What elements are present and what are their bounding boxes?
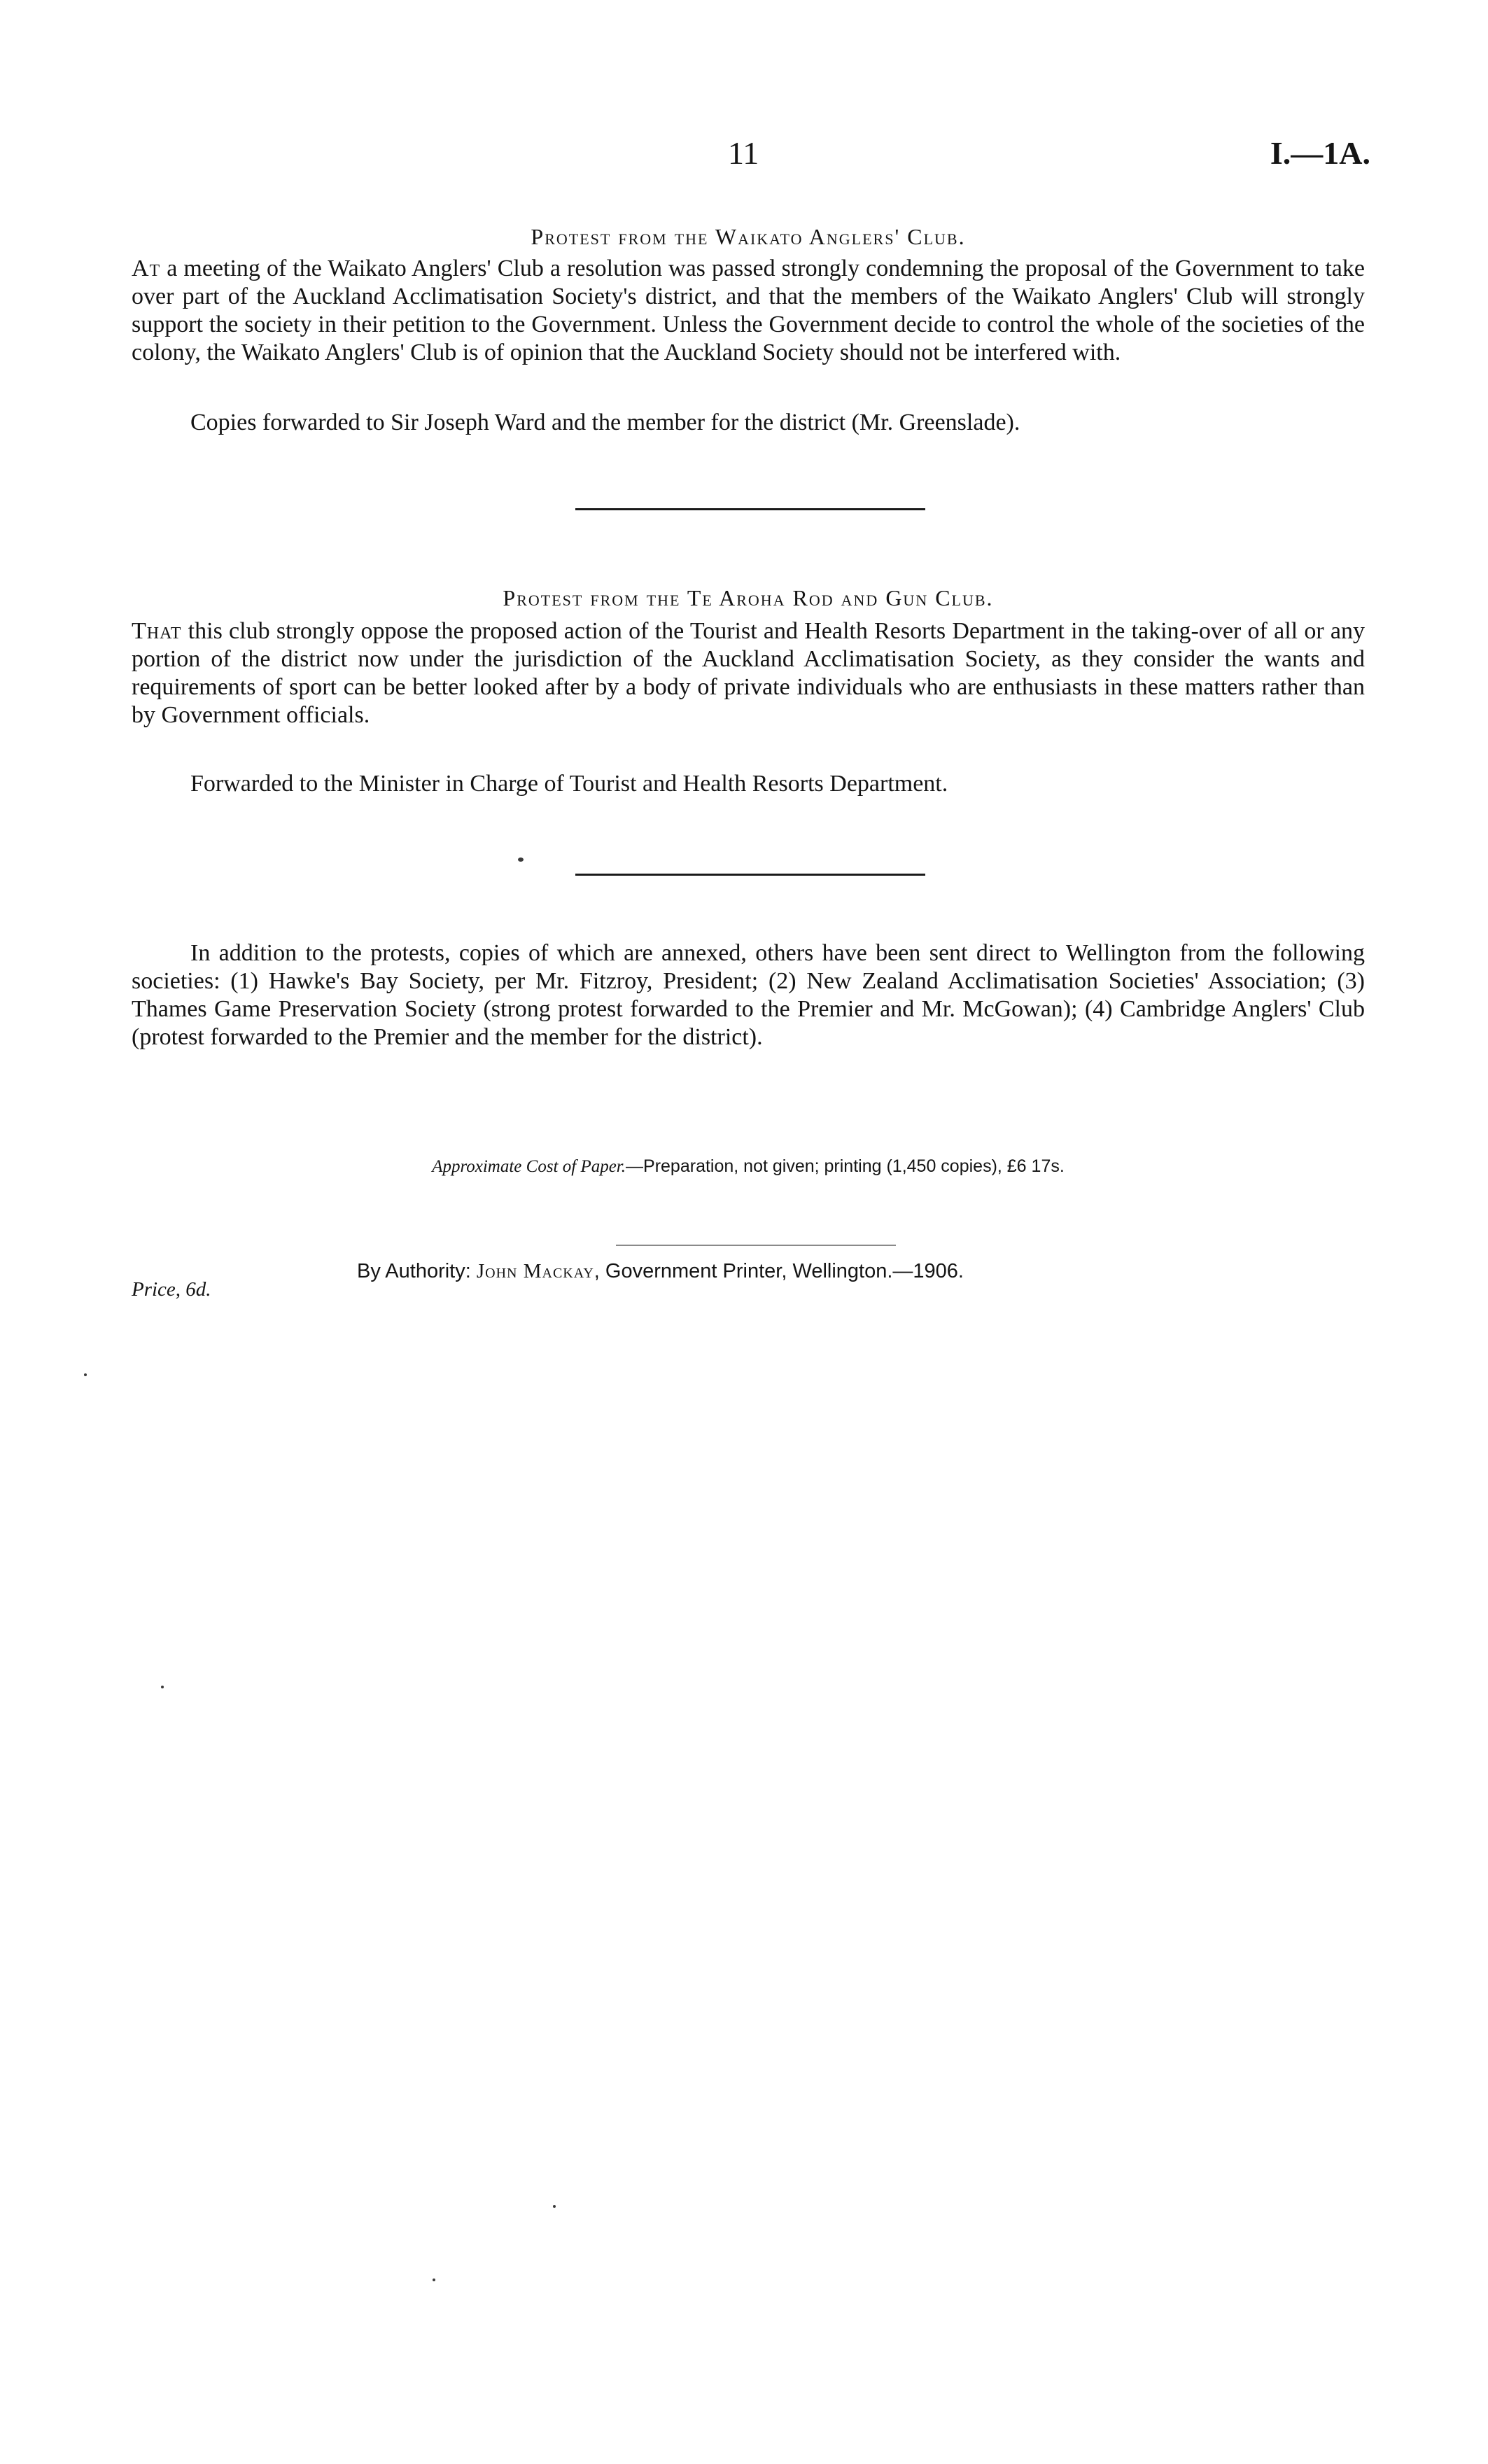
print-speck [518,858,524,862]
te-aroha-lead-word: That [132,618,182,644]
te-aroha-resolution-text: this club strongly oppose the proposed action of the Tourist and Health Resorts Department in the taking-over of all or any portion of the district now under the jurisdiction of the Auckland Acclimatisation Society, as they consider the wants and requirements of sport can be better looked after by a body of private individuals who are enthusiasts in these matters rather than by Government officials. [132,618,1365,728]
te-aroha-heading: Protest from the Te Aroha Rod and Gun Club. [503,585,994,610]
te-aroha-resolution-paragraph [132,617,1365,729]
price-label: Price, 6d. [132,1278,211,1301]
waikato-forwarded-note: Copies forwarded to Sir Joseph Ward and the member for the district (Mr. Greenslade). [190,410,1020,435]
imprint-divider [616,1245,896,1246]
cost-of-paper-line [132,1158,1365,1175]
printer-imprint [357,1261,964,1282]
te-aroha-forwarded-note: Forwarded to the Minister in Charge of Tourist and Health Resorts Department. [190,771,948,797]
scan-speck [84,1373,87,1376]
closing-note-paragraph: In addition to the protests, copies of which are annexed, others have been sent direct to Wellington from the following societies: (1) Hawke's Bay Society, per Mr. Fitzroy, President; (2) New Zealand Acclimatisation Societies' Association; (3) Thames Game Preservation Society (strong protest forwarded to the Premier and Mr. McGowan); (4) Cambridge Anglers' Club (protest forwarded to the Premier and the member for the district). [132,940,1365,1050]
scan-speck [433,2278,435,2281]
scan-speck [161,1686,164,1688]
waikato-lead-word: At [132,255,161,281]
scan-speck [553,2205,556,2208]
waikato-resolution-paragraph [132,255,1365,367]
cost-details: —Preparation, not given; printing (1,450 copies), £6 17s. [626,1156,1065,1176]
cost-label: Approximate Cost of Paper. [432,1157,626,1176]
page-number: 11 [728,135,759,171]
document-reference: I.—1A. [1270,135,1370,171]
section-divider [575,874,925,876]
imprint-suffix: , Government Printer, Wellington.—1906. [594,1260,964,1282]
waikato-heading: Protest from the Waikato Anglers' Club. [531,224,966,249]
waikato-resolution-text: a meeting of the Waikato Anglers' Club a resolution was passed strongly condemning the proposal of the Government to take over part of the Auckland Acclimatisation Society's district, and that the members of the Waikato Anglers' Club will strongly support the society in their petition to the Government. Unless the Government decide to control the whole of the societies of the colony, the Waikato Anglers' Club is of opinion that the Auckland Society should not be interfered with. [132,255,1365,365]
printer-name: John Mackay [476,1260,594,1282]
section-divider [575,508,925,510]
imprint-prefix: By Authority: [357,1260,477,1282]
